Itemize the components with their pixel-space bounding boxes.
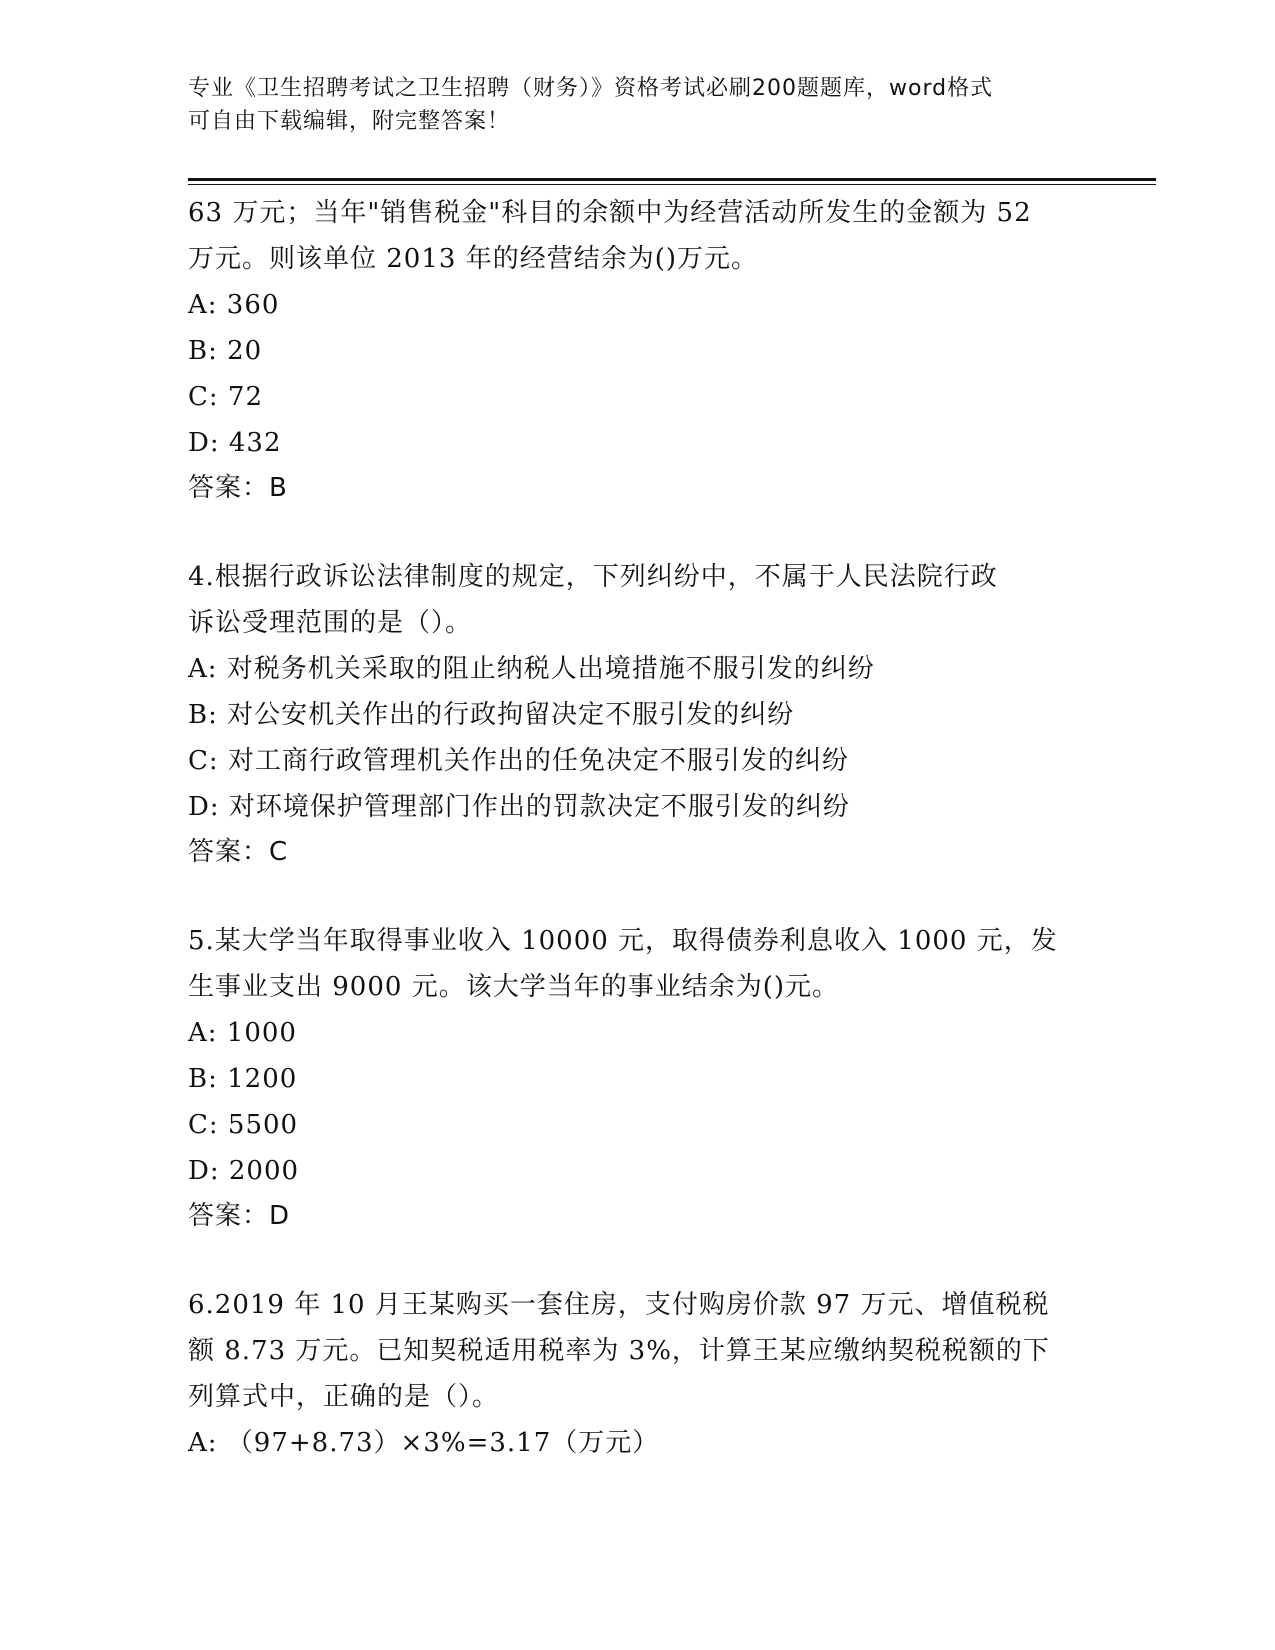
question-stem-line: 万元。则该单位 2013 年的经营结余为()万元。 <box>188 244 758 274</box>
option-b: B: 1200 <box>188 1064 298 1094</box>
option-a: A: 360 <box>188 290 280 320</box>
option-b: B: 20 <box>188 336 263 366</box>
option-c: C: 对工商行政管理机关作出的任免决定不服引发的纠纷 <box>188 746 849 776</box>
question-stem-line: 63 万元；当年"销售税金"科目的余额中为经营活动所发生的金额为 52 <box>188 198 1032 228</box>
option-c: C: 72 <box>188 382 264 412</box>
header-divider-thick <box>188 178 1156 181</box>
answer-line: 答案：D <box>188 1201 291 1231</box>
question-stem-line: 5.某大学当年取得事业收入 10000 元，取得债券利息收入 1000 元，发 <box>188 926 1058 956</box>
question-block <box>188 554 1088 874</box>
option-d: D: 对环境保护管理部门作出的罚款决定不服引发的纠纷 <box>188 792 850 822</box>
option-b: B: 对公安机关作出的行政拘留决定不服引发的纠纷 <box>188 700 795 730</box>
header-divider-thin <box>188 184 1156 185</box>
question-block <box>188 1282 1088 1466</box>
question-stem-line: 生事业支出 9000 元。该大学当年的事业结余为()元。 <box>188 972 839 1002</box>
question-stem-line: 诉讼受理范围的是（）。 <box>188 608 473 638</box>
question-block <box>188 918 1088 1238</box>
question-stem-line: 4.根据行政诉讼法律制度的规定，下列纠纷中，不属于人民法院行政 <box>188 562 998 592</box>
option-c: C: 5500 <box>188 1110 299 1140</box>
option-d: D: 432 <box>188 428 282 458</box>
question-block <box>188 190 1088 510</box>
answer-line: 答案：B <box>188 473 288 503</box>
option-a: A: 对税务机关采取的阻止纳税人出境措施不服引发的纠纷 <box>188 654 875 684</box>
option-a: A: 1000 <box>188 1018 297 1048</box>
question-stem-line: 6.2019 年 10 月王某购买一套住房，支付购房价款 97 万元、增值税税 <box>188 1290 1050 1320</box>
header-line-1: 专业《卫生招聘考试之卫生招聘（财务）》资格考试必刷200题题库，word格式 <box>188 76 994 101</box>
option-a: A: （97+8.73）×3%=3.17（万元） <box>188 1428 660 1458</box>
question-list <box>188 190 1088 1510</box>
header-line-2: 可自由下载编辑，附完整答案！ <box>188 109 511 134</box>
question-stem-line: 列算式中，正确的是（）。 <box>188 1382 500 1412</box>
document-header <box>188 72 1088 138</box>
answer-line: 答案：C <box>188 837 289 867</box>
option-d: D: 2000 <box>188 1156 300 1186</box>
question-stem-line: 额 8.73 万元。已知契税适用税率为 3%，计算王某应缴纳契税税额的下 <box>188 1336 1050 1366</box>
